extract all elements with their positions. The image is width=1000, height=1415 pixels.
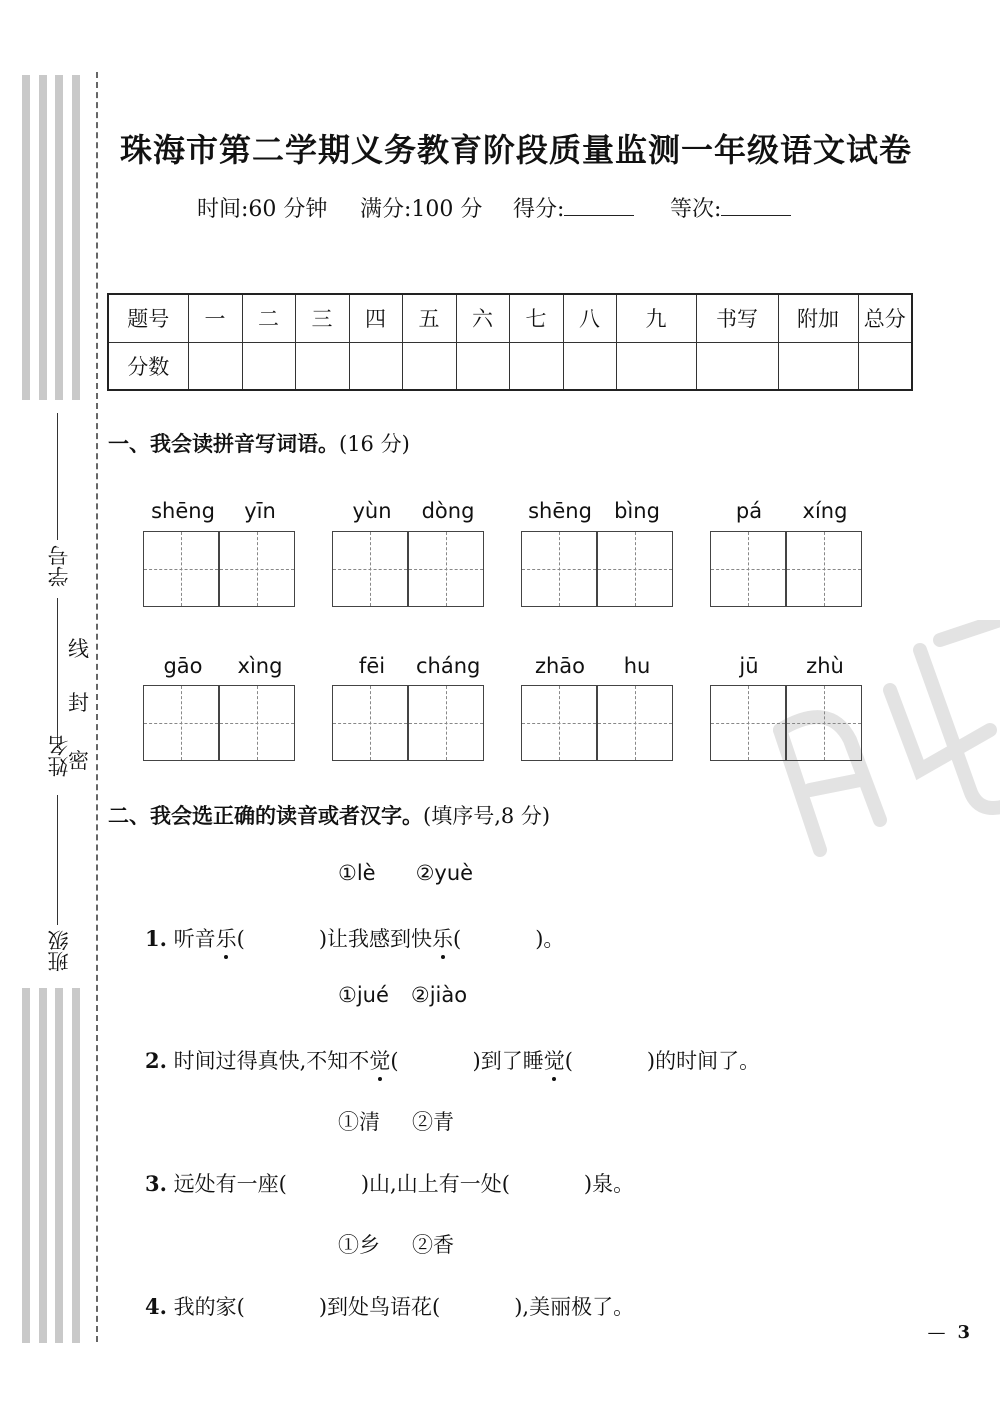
- col-header: 二: [242, 294, 295, 342]
- col-header: 九: [616, 294, 696, 342]
- col-header: 总分: [858, 294, 912, 342]
- option-1: ①清: [338, 1110, 380, 1134]
- q-text: )。: [535, 927, 565, 951]
- q-text: (: [564, 1049, 573, 1073]
- class-label: 班级: [47, 930, 71, 972]
- col-header: 六: [456, 294, 509, 342]
- q-text: )山,山上有一处(: [360, 1172, 510, 1196]
- seal-char-seal: 封: [68, 691, 89, 715]
- question-number: 4.: [145, 1294, 167, 1319]
- option-2: ②香: [412, 1233, 454, 1257]
- col-header: 四: [349, 294, 402, 342]
- row-label-score: 分数: [108, 342, 188, 390]
- score-field: [513, 192, 634, 223]
- writing-box[interactable]: [786, 685, 862, 761]
- col-header: 附加: [778, 294, 858, 342]
- col-header: 三: [295, 294, 349, 342]
- table-row: [108, 294, 912, 342]
- options-q2: [338, 983, 467, 1007]
- score-cell[interactable]: [242, 342, 295, 390]
- score-cell[interactable]: [509, 342, 563, 390]
- options-q3: [338, 1106, 454, 1136]
- page-dash: —: [927, 1322, 946, 1343]
- question-number: 3.: [145, 1171, 167, 1196]
- pinyin-label: zhù: [806, 654, 844, 678]
- pinyin-label: shēng: [151, 499, 215, 523]
- q-text: )到处鸟语花(: [318, 1295, 441, 1319]
- score-cell[interactable]: [696, 342, 778, 390]
- section2-title: 二、我会选正确的读音或者汉字。: [108, 803, 423, 828]
- col-header: 八: [563, 294, 616, 342]
- col-header: 书写: [696, 294, 778, 342]
- q-text: 我的家(: [173, 1295, 245, 1319]
- question-3: [145, 1168, 634, 1198]
- writing-box[interactable]: [143, 531, 219, 607]
- q-text: (: [236, 927, 245, 951]
- grade-blank[interactable]: [721, 197, 791, 216]
- writing-box[interactable]: [521, 531, 597, 607]
- q-text: 远处有一座(: [173, 1172, 287, 1196]
- dotted-char: 觉: [369, 1049, 391, 1073]
- pinyin-label: hu: [623, 654, 651, 678]
- q-text: )的时间了。: [646, 1049, 761, 1073]
- col-header: 五: [402, 294, 456, 342]
- score-cell[interactable]: [295, 342, 349, 390]
- writing-box[interactable]: [332, 685, 408, 761]
- score-cell[interactable]: [563, 342, 616, 390]
- score-cell[interactable]: [402, 342, 456, 390]
- writing-box[interactable]: [521, 685, 597, 761]
- options-q4: [338, 1229, 454, 1259]
- section1-heading: [108, 428, 410, 458]
- writing-box[interactable]: [219, 531, 295, 607]
- question-1: [145, 923, 564, 953]
- q-text: )到了睡: [472, 1049, 544, 1073]
- writing-box[interactable]: [786, 531, 862, 607]
- page-number: [927, 1322, 970, 1343]
- page-number-value: 3: [957, 1322, 970, 1343]
- writing-box[interactable]: [408, 531, 484, 607]
- writing-box[interactable]: [408, 685, 484, 761]
- pinyin-label: jū: [739, 654, 759, 678]
- section2-heading: [108, 800, 550, 830]
- section1-title: 一、我会读拼音写词语。: [108, 431, 339, 456]
- writing-box[interactable]: [710, 531, 786, 607]
- time-info: 时间:60 分钟: [197, 197, 328, 222]
- pinyin-label: bìng: [614, 499, 660, 523]
- q-text: )让我感到快: [318, 927, 433, 951]
- grade-field: [670, 192, 791, 223]
- student-id-label: 学号: [47, 545, 71, 587]
- score-cell[interactable]: [456, 342, 509, 390]
- option-2: ②青: [412, 1110, 454, 1134]
- q-text: (: [390, 1049, 399, 1073]
- q-text: 时间过得真快,不知不: [173, 1049, 370, 1073]
- writing-box[interactable]: [332, 531, 408, 607]
- binding-stripes-bottom: [22, 988, 80, 1343]
- col-header: 一: [188, 294, 242, 342]
- table-row: [108, 342, 912, 390]
- pinyin-label: pá: [735, 499, 763, 523]
- option-1: ①jué: [338, 983, 389, 1007]
- pinyin-label: xíng: [802, 499, 848, 523]
- page-title: 珠海市第二学期义务教育阶段质量监测一年级语文试卷: [120, 131, 913, 169]
- option-2: ②yuè: [415, 861, 474, 885]
- pinyin-label: zhāo: [534, 654, 586, 678]
- q-text: 听音: [173, 927, 216, 951]
- writing-box[interactable]: [597, 685, 673, 761]
- dotted-char: 乐: [432, 927, 454, 951]
- option-1: ①lè: [338, 861, 376, 885]
- pinyin-label: fēi: [358, 654, 386, 678]
- writing-box[interactable]: [143, 685, 219, 761]
- cut-line: [96, 72, 98, 1342]
- option-2: ②jiào: [410, 983, 468, 1007]
- row-label-question: 题号: [108, 294, 188, 342]
- score-label: 得分:: [513, 197, 565, 222]
- writing-box[interactable]: [219, 685, 295, 761]
- name-line-top: [57, 598, 58, 748]
- q-text: )泉。: [583, 1172, 635, 1196]
- writing-box[interactable]: [597, 531, 673, 607]
- q-text: ),美丽极了。: [514, 1295, 635, 1319]
- dotted-char: 乐: [215, 927, 237, 951]
- q-text: (: [453, 927, 462, 951]
- score-table: [107, 293, 913, 391]
- name-label: 姓名: [47, 735, 71, 777]
- score-cell[interactable]: [188, 342, 242, 390]
- pinyin-label: gāo: [163, 654, 203, 678]
- question-number: 2.: [145, 1048, 167, 1073]
- question-number: 1.: [145, 926, 167, 951]
- pinyin-label: yùn: [352, 499, 392, 523]
- name-line: [57, 795, 58, 925]
- binding-stripes-top: [22, 75, 80, 400]
- option-1: ①乡: [338, 1233, 380, 1257]
- writing-box[interactable]: [710, 685, 786, 761]
- question-2: [145, 1045, 760, 1075]
- grade-label: 等次:: [670, 197, 722, 222]
- seal-char-line: 线: [68, 637, 89, 661]
- score-cell[interactable]: [349, 342, 402, 390]
- student-id-line: [57, 413, 58, 540]
- options-q1: [338, 861, 473, 885]
- score-blank[interactable]: [564, 197, 634, 216]
- score-cell[interactable]: [778, 342, 858, 390]
- full-score-info: 满分:100 分: [360, 197, 483, 222]
- question-4: [145, 1291, 634, 1321]
- seal-char-secret: 密: [68, 749, 89, 773]
- pinyin-label: xìng: [237, 654, 283, 678]
- pinyin-label: cháng: [416, 654, 481, 678]
- pinyin-label: yīn: [244, 499, 276, 523]
- section2-points: (填序号,8 分): [423, 804, 551, 828]
- section1-points: (16 分): [339, 432, 410, 456]
- dotted-char: 觉: [543, 1049, 565, 1073]
- score-cell[interactable]: [858, 342, 912, 390]
- pinyin-label: dòng: [421, 499, 475, 523]
- pinyin-label: shēng: [528, 499, 592, 523]
- score-cell[interactable]: [616, 342, 696, 390]
- col-header: 七: [509, 294, 563, 342]
